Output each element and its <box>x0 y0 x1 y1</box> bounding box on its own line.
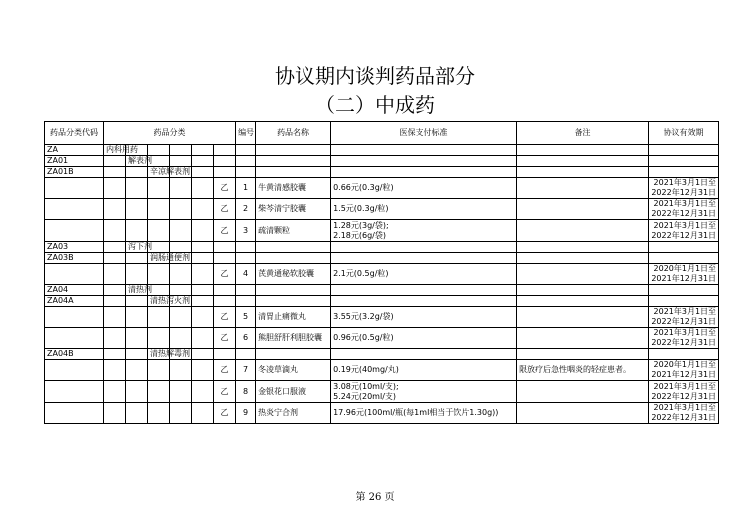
empty-cell <box>104 156 126 167</box>
name-cell: 金银花口服液 <box>256 381 331 403</box>
empty-cell <box>148 403 170 424</box>
insurance-type-cell: 乙 <box>214 403 236 424</box>
empty-cell <box>104 167 126 178</box>
remark-cell <box>517 156 649 167</box>
standard-cell <box>331 178 517 199</box>
validity-end: 2022年12月31日 <box>651 230 717 240</box>
validity-cell <box>649 145 719 156</box>
standard-cell <box>331 253 517 264</box>
category-name-cell: 润肠通便剂 <box>148 253 170 264</box>
category-code-cell <box>45 307 104 328</box>
category-name-cell: 辛凉解表剂 <box>148 167 170 178</box>
remark-cell <box>517 349 649 360</box>
empty-cell <box>170 285 192 296</box>
header-category: 药品分类 <box>104 122 236 145</box>
category-code-cell: ZA03B <box>45 253 104 264</box>
table-row <box>45 307 719 328</box>
empty-cell <box>104 220 126 242</box>
category-code-cell <box>45 360 104 381</box>
standard-cell <box>331 285 517 296</box>
validity-start: 2021年3月1日至 <box>653 328 717 337</box>
header-remark: 备注 <box>517 122 649 145</box>
empty-cell <box>170 178 192 199</box>
empty-cell <box>170 264 192 285</box>
category-code-cell <box>45 403 104 424</box>
standard-line: 2.18元(6g/袋) <box>333 230 386 240</box>
number-cell: 4 <box>236 264 256 285</box>
validity-start: 2021年3月1日至 <box>653 381 717 391</box>
standard-line: 0.19元(40mg/丸) <box>333 365 399 374</box>
empty-cell <box>192 296 214 307</box>
validity-start: 2021年3月1日至 <box>653 199 717 208</box>
empty-cell <box>148 199 170 220</box>
name-cell <box>256 349 331 360</box>
name-cell: 牛黄清感胶囊 <box>256 178 331 199</box>
category-code-cell: ZA04 <box>45 285 104 296</box>
empty-cell <box>214 296 236 307</box>
standard-line: 2.1元(0.5g/粒) <box>333 269 389 278</box>
name-cell: 疏清颗粒 <box>256 220 331 242</box>
standard-cell <box>331 264 517 285</box>
table-row <box>45 349 719 360</box>
name-cell: 清胃止痛微丸 <box>256 307 331 328</box>
empty-cell <box>170 220 192 242</box>
table-row <box>45 199 719 220</box>
category-code-cell: ZA04B <box>45 349 104 360</box>
standard-cell <box>331 307 517 328</box>
category-code-cell: ZA03 <box>45 242 104 253</box>
validity-cell <box>649 253 719 264</box>
name-cell <box>256 145 331 156</box>
category-name-cell: 泻下剂 <box>126 242 148 253</box>
category-code-cell <box>45 328 104 349</box>
remark-cell <box>517 199 649 220</box>
standard-cell <box>331 403 517 424</box>
standard-cell <box>331 360 517 381</box>
name-cell <box>256 253 331 264</box>
empty-cell <box>104 349 126 360</box>
category-code-cell: ZA01B <box>45 167 104 178</box>
empty-cell <box>192 381 214 403</box>
empty-cell <box>192 307 214 328</box>
standard-line: 0.66元(0.3g/粒) <box>333 183 394 192</box>
empty-cell <box>170 307 192 328</box>
table-row <box>45 403 719 424</box>
number-cell: 3 <box>236 220 256 242</box>
empty-cell <box>126 264 148 285</box>
category-code-cell <box>45 199 104 220</box>
remark-cell <box>517 167 649 178</box>
empty-cell <box>148 178 170 199</box>
category-name-cell: 清热解毒剂 <box>148 349 170 360</box>
empty-cell <box>214 349 236 360</box>
standard-line: 3.08元(10ml/支); <box>333 381 399 391</box>
table-row <box>45 178 719 199</box>
remark-cell <box>517 296 649 307</box>
empty-cell <box>148 381 170 403</box>
remark-cell <box>517 403 649 424</box>
validity-cell <box>649 349 719 360</box>
name-cell: 芪黄通秘软胶囊 <box>256 264 331 285</box>
page-number: 第 26 页 <box>355 492 395 503</box>
validity-end: 2022年12月31日 <box>651 209 717 218</box>
empty-cell <box>148 328 170 349</box>
table-row <box>45 264 719 285</box>
empty-cell <box>104 264 126 285</box>
standard-line: 17.96元(100ml/瓶(每1ml相当于饮片1.30g)) <box>333 408 499 417</box>
standard-cell <box>331 220 517 242</box>
empty-cell <box>214 253 236 264</box>
standard-line: 3.55元(3.2g/袋) <box>333 312 394 321</box>
number-cell <box>236 253 256 264</box>
empty-cell <box>170 403 192 424</box>
empty-cell <box>192 403 214 424</box>
name-cell <box>256 285 331 296</box>
empty-cell <box>104 285 126 296</box>
empty-cell <box>192 167 214 178</box>
category-code-cell: ZA <box>45 145 104 156</box>
remark-cell <box>517 328 649 349</box>
empty-cell <box>126 220 148 242</box>
standard-cell <box>331 349 517 360</box>
validity-cell <box>649 220 719 242</box>
insurance-type-cell: 乙 <box>214 220 236 242</box>
header-validity: 协议有效期 <box>649 122 719 145</box>
empty-cell <box>192 328 214 349</box>
category-name-cell: 清热剂 <box>126 285 148 296</box>
empty-cell <box>214 156 236 167</box>
insurance-type-cell: 乙 <box>214 381 236 403</box>
empty-cell <box>192 178 214 199</box>
empty-cell <box>104 381 126 403</box>
standard-cell <box>331 199 517 220</box>
category-code-cell <box>45 381 104 403</box>
empty-cell <box>126 328 148 349</box>
category-code-cell: ZA01 <box>45 156 104 167</box>
standard-line: 1.5元(0.3g/粒) <box>333 204 389 213</box>
number-cell: 1 <box>236 178 256 199</box>
number-cell: 5 <box>236 307 256 328</box>
remark-cell <box>517 264 649 285</box>
empty-cell <box>126 199 148 220</box>
table-row <box>45 253 719 264</box>
name-cell: 熊胆舒肝利胆胶囊 <box>256 328 331 349</box>
table-row <box>45 285 719 296</box>
table-row <box>45 242 719 253</box>
category-name-cell: 内科用药 <box>104 145 126 156</box>
name-cell <box>256 156 331 167</box>
empty-cell <box>192 199 214 220</box>
table-row <box>45 328 719 349</box>
validity-start: 2020年1月1日至 <box>653 360 717 369</box>
insurance-type-cell: 乙 <box>214 328 236 349</box>
insurance-type-cell: 乙 <box>214 178 236 199</box>
empty-cell <box>214 167 236 178</box>
validity-end: 2021年12月31日 <box>651 370 717 379</box>
validity-cell <box>649 199 719 220</box>
empty-cell <box>126 307 148 328</box>
validity-end: 2022年12月31日 <box>651 338 717 347</box>
number-cell <box>236 156 256 167</box>
validity-cell <box>649 307 719 328</box>
empty-cell <box>104 296 126 307</box>
header-code: 药品分类代码 <box>45 122 104 145</box>
standard-cell <box>331 156 517 167</box>
standard-line: 5.24元(20ml/支) <box>333 391 397 401</box>
standard-cell <box>331 381 517 403</box>
empty-cell <box>126 381 148 403</box>
insurance-type-cell: 乙 <box>214 199 236 220</box>
empty-cell <box>214 145 236 156</box>
validity-cell <box>649 178 719 199</box>
remark-cell <box>517 220 649 242</box>
remark-cell <box>517 253 649 264</box>
number-cell: 6 <box>236 328 256 349</box>
empty-cell <box>192 156 214 167</box>
remark-cell <box>517 178 649 199</box>
table-row <box>45 360 719 381</box>
standard-cell <box>331 242 517 253</box>
remark-cell <box>517 145 649 156</box>
validity-end: 2022年12月31日 <box>651 413 717 422</box>
empty-cell <box>192 360 214 381</box>
number-cell: 9 <box>236 403 256 424</box>
empty-cell <box>126 167 148 178</box>
insurance-type-cell: 乙 <box>214 307 236 328</box>
validity-cell <box>649 285 719 296</box>
page-subtitle: （二）中成药 <box>315 93 435 117</box>
empty-cell <box>170 242 192 253</box>
name-cell: 冬凌草滴丸 <box>256 360 331 381</box>
category-name-cell: 解表剂 <box>126 156 148 167</box>
validity-cell <box>649 403 719 424</box>
empty-cell <box>170 145 192 156</box>
validity-start: 2021年3月1日至 <box>653 220 717 230</box>
table-row <box>45 167 719 178</box>
standard-cell <box>331 145 517 156</box>
name-cell: 柴芩清宁胶囊 <box>256 199 331 220</box>
header-row <box>45 122 719 145</box>
empty-cell <box>126 360 148 381</box>
empty-cell <box>104 328 126 349</box>
empty-cell <box>148 220 170 242</box>
validity-cell <box>649 264 719 285</box>
number-cell <box>236 296 256 307</box>
empty-cell <box>126 403 148 424</box>
empty-cell <box>126 178 148 199</box>
validity-end: 2021年12月31日 <box>651 274 717 283</box>
number-cell <box>236 167 256 178</box>
insurance-type-cell: 乙 <box>214 264 236 285</box>
number-cell: 8 <box>236 381 256 403</box>
table-row <box>45 156 719 167</box>
empty-cell <box>192 253 214 264</box>
empty-cell <box>170 156 192 167</box>
empty-cell <box>148 360 170 381</box>
name-cell <box>256 167 331 178</box>
empty-cell <box>170 328 192 349</box>
validity-start: 2020年1月1日至 <box>653 264 717 273</box>
table-row <box>45 381 719 403</box>
remark-cell <box>517 307 649 328</box>
number-cell <box>236 349 256 360</box>
validity-end: 2022年12月31日 <box>651 188 717 197</box>
number-cell: 2 <box>236 199 256 220</box>
validity-start: 2021年3月1日至 <box>653 403 717 412</box>
number-cell: 7 <box>236 360 256 381</box>
empty-cell <box>126 349 148 360</box>
empty-cell <box>192 220 214 242</box>
remark-cell: 限放疗后急性咽炎的轻症患者。 <box>517 360 649 381</box>
standard-line: 1.28元(3g/袋); <box>333 220 389 230</box>
empty-cell <box>214 242 236 253</box>
validity-cell <box>649 296 719 307</box>
remark-cell <box>517 242 649 253</box>
empty-cell <box>192 242 214 253</box>
table-body <box>45 145 719 424</box>
empty-cell <box>170 199 192 220</box>
empty-cell <box>192 349 214 360</box>
validity-start: 2021年3月1日至 <box>653 178 717 187</box>
empty-cell <box>170 360 192 381</box>
header-standard: 医保支付标准 <box>331 122 517 145</box>
empty-cell <box>126 296 148 307</box>
empty-cell <box>104 199 126 220</box>
standard-cell <box>331 328 517 349</box>
category-code-cell <box>45 264 104 285</box>
validity-end: 2022年12月31日 <box>651 391 717 401</box>
number-cell <box>236 242 256 253</box>
drug-table <box>44 121 719 424</box>
page-title: 协议期内谈判药品部分 <box>275 64 475 88</box>
table-row <box>45 145 719 156</box>
name-cell <box>256 296 331 307</box>
empty-cell <box>104 178 126 199</box>
remark-cell <box>517 285 649 296</box>
standard-cell <box>331 296 517 307</box>
number-cell <box>236 285 256 296</box>
empty-cell <box>126 253 148 264</box>
empty-cell <box>148 307 170 328</box>
empty-cell <box>104 307 126 328</box>
name-cell: 热炎宁合剂 <box>256 403 331 424</box>
empty-cell <box>170 381 192 403</box>
validity-end: 2022年12月31日 <box>651 317 717 326</box>
category-code-cell: ZA04A <box>45 296 104 307</box>
empty-cell <box>192 145 214 156</box>
name-cell <box>256 242 331 253</box>
empty-cell <box>104 403 126 424</box>
validity-cell <box>649 242 719 253</box>
empty-cell <box>104 360 126 381</box>
category-code-cell <box>45 178 104 199</box>
validity-start: 2021年3月1日至 <box>653 307 717 316</box>
table-row <box>45 220 719 242</box>
empty-cell <box>104 253 126 264</box>
empty-cell <box>148 145 170 156</box>
validity-cell <box>649 381 719 403</box>
header-name: 药品名称 <box>256 122 331 145</box>
table-row <box>45 296 719 307</box>
validity-cell <box>649 156 719 167</box>
validity-cell <box>649 360 719 381</box>
number-cell <box>236 145 256 156</box>
empty-cell <box>192 264 214 285</box>
empty-cell <box>214 285 236 296</box>
category-code-cell <box>45 220 104 242</box>
insurance-type-cell: 乙 <box>214 360 236 381</box>
category-name-cell: 清热泻火剂 <box>148 296 170 307</box>
empty-cell <box>192 285 214 296</box>
standard-line: 0.96元(0.5g/粒) <box>333 333 394 342</box>
header-number: 编号 <box>236 122 256 145</box>
empty-cell <box>104 242 126 253</box>
validity-cell <box>649 167 719 178</box>
empty-cell <box>148 264 170 285</box>
validity-cell <box>649 328 719 349</box>
standard-cell <box>331 167 517 178</box>
remark-cell <box>517 381 649 403</box>
